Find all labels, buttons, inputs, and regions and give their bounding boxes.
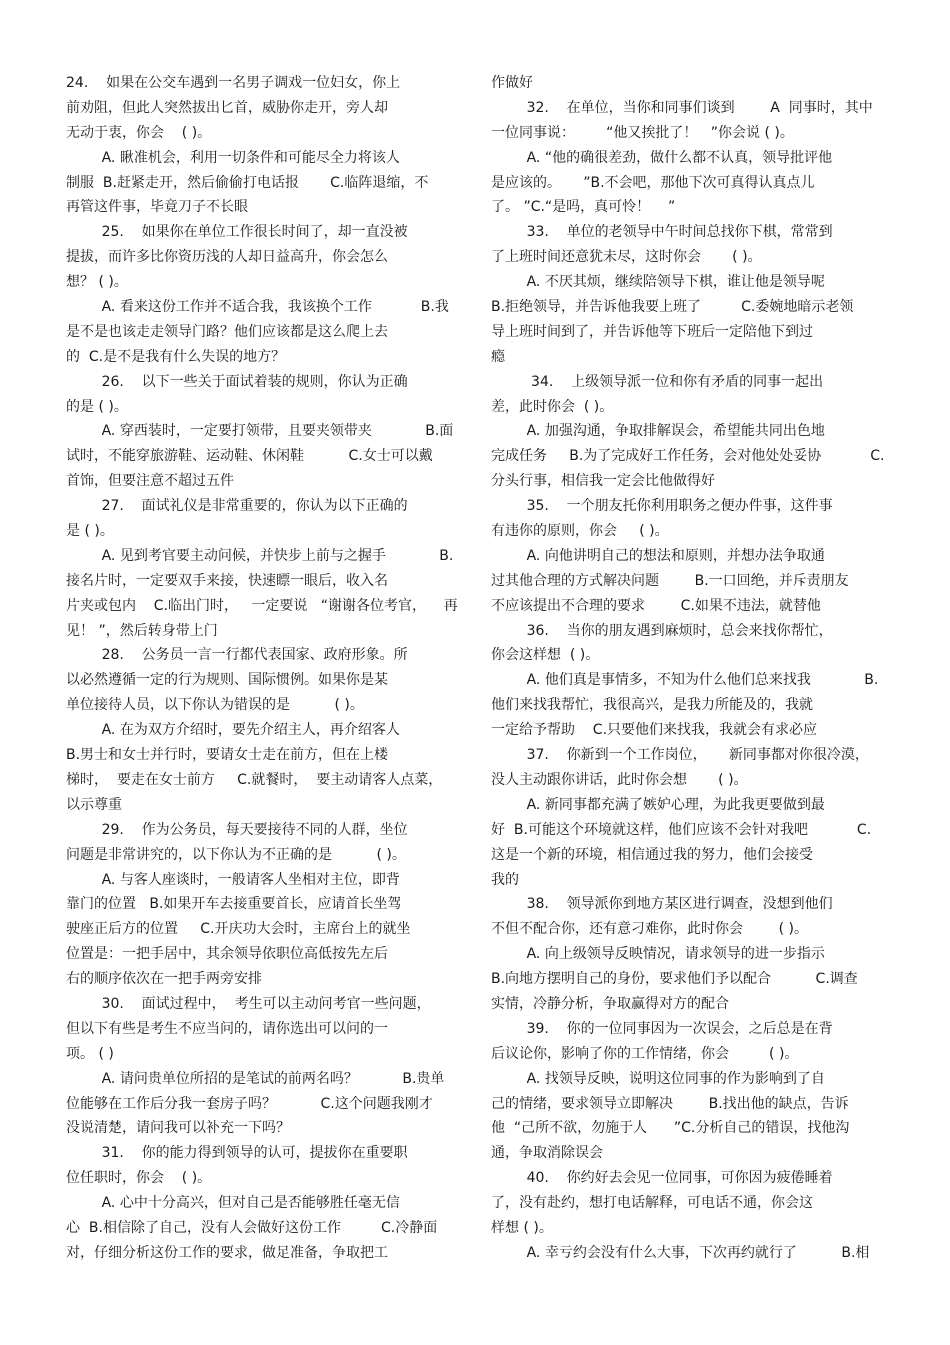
right-column-line: 了。 ”C.“是吗，真可怜！ ” <box>491 199 676 216</box>
left-column-line: 提拔，而许多比你资历浅的人却日益高升，你会怎么 <box>66 249 388 266</box>
right-column-line: 一位同事说： “他又挨批了！ ”你会说 ( )。 <box>491 124 794 141</box>
right-column-line: 36. 当你的朋友遇到麻烦时，总会来找你帮忙， <box>491 622 833 639</box>
right-column-line: 好 B.可能这个环境就这样，他们应该不会针对我吧 C. <box>491 821 872 838</box>
right-column-line: 过其他合理的方式解决问题 B.一口回绝，并斥责朋友 <box>491 572 849 589</box>
left-column-line: 接名片时，一定要双手来接，快速瞟一眼后，收入名 <box>66 572 388 589</box>
left-column-line: 片夹或包内 C.临出门时， 一定要说 “谢谢各位考官， 再 <box>66 597 458 614</box>
right-column-line: 样想 ( )。 <box>491 1219 553 1236</box>
left-column-line: 但以下有些是考生不应当问的，请你选出可以问的一 <box>66 1020 388 1037</box>
right-column-line: A. 幸亏约会没有什么大事，下次再约就行了 B.相 <box>491 1244 870 1261</box>
left-column-line: 没说清楚，请问我可以补充一下吗？ <box>66 1120 290 1137</box>
left-column-line: 26. 以下一些关于面试着装的规则，你认为正确 <box>66 373 408 390</box>
right-column-line: 了上班时间还意犹未尽，这时你会 ( )。 <box>491 249 762 266</box>
left-column-line: 位能够在工作后分我一套房子吗？ C.这个问题我刚才 <box>66 1095 433 1112</box>
right-column-line: 不应该提出不合理的要求 C.如果不违法，就替他 <box>491 597 821 614</box>
right-column-line: A. 找领导反映，说明这位同事的作为影响到了自 <box>491 1070 825 1087</box>
left-column-line: 梯时， 要走在女士前方 C.就餐时， 要主动请客人点菜， <box>66 771 443 788</box>
right-column-line: 完成任务 B.为了完成好工作任务，会对他处处妥协 C. <box>491 448 885 465</box>
right-column-line: 差，此时你会 ( )。 <box>491 398 614 415</box>
left-column-line: A. 见到考官要主动问候，并快步上前与之握手 B. <box>66 547 454 564</box>
left-column-line: 位任职时，你会 ( )。 <box>66 1170 212 1187</box>
left-column-line: 24. 如果在公交车遇到一名男子调戏一位妇女，你上 <box>66 75 401 91</box>
left-column-line: A. 瞅准机会，利用一切条件和可能尽全力将该人 <box>66 149 400 166</box>
right-column-line: 不但不配合你，还有意刁难你，此时你会 ( )。 <box>491 921 808 938</box>
right-column-line: 他 “己所不欲，勿施于人 ”C.分析自己的错误，找他沟 <box>491 1120 850 1137</box>
left-column-line: 以示尊重 <box>66 796 122 813</box>
left-column-line: 的是 ( )。 <box>66 398 128 415</box>
left-column-line: 28. 公务员一言一行都代表国家、政府形象。所 <box>66 647 408 664</box>
left-column-line: 想？ ( )。 <box>66 274 128 291</box>
left-column-line: 以必然遵循一定的行为规则、国际惯例。如果你是某 <box>66 672 388 689</box>
left-column-line: 单位接待人员，以下你认为错误的是 ( )。 <box>66 697 364 714</box>
left-column-line: A. 在为双方介绍时，要先介绍主人，再介绍客人 <box>66 722 400 739</box>
right-column-line: 是应该的。 ”B.不会吧，那他下次可真得认真点儿 <box>491 174 815 191</box>
left-column-line: 见！ ”，然后转身带上门 <box>66 622 218 639</box>
right-column-line: 32. 在单位，当你和同事们谈到 A 同事时，其中 <box>491 99 873 116</box>
left-column-line: A. 与客人座谈时，一般请客人坐相对主位，即背 <box>66 871 400 888</box>
right-column-line: 通，争取消除误会 <box>491 1145 603 1162</box>
left-column-line: A. 心中十分高兴，但对自己是否能够胜任毫无信 <box>66 1195 400 1212</box>
right-column-line: 有违你的原则，你会 ( )。 <box>491 523 669 540</box>
left-column-line: B.男士和女士并行时，要请女士走在前方，但在上楼 <box>66 747 389 764</box>
left-column-line: 的 C.是不是我有什么失误的地方？ <box>66 348 286 365</box>
left-column-line: A. 穿西装时，一定要打领带，且要夹领带夹 B.面 <box>66 423 454 440</box>
left-text-column <box>66 71 464 1266</box>
left-column-line: 试时，不能穿旅游鞋、运动鞋、休闲鞋 C.女士可以戴 <box>66 448 433 465</box>
left-column-line: 首饰，但要注意不超过五件 <box>66 473 234 490</box>
left-column-line: A. 请问贵单位所招的是笔试的前两名吗？ B.贵单 <box>66 1070 445 1087</box>
right-column-line: 38. 领导派你到地方某区进行调查，没想到他们 <box>491 896 833 913</box>
right-column-line: 没人主动跟你讲话，此时你会想 ( )。 <box>491 771 748 788</box>
left-column-line: 31. 你的能力得到领导的认可，提拔你在重要职 <box>66 1145 408 1162</box>
right-column-line: 一定给予帮助 C.只要他们来找我，我就会有求必应 <box>491 722 818 739</box>
right-column-line: B.向地方摆明自己的身份，要求他们予以配合 C.调查 <box>491 971 858 988</box>
left-column-line: 前劝阻，但此人突然拔出匕首，威胁你走开，旁人却 <box>66 99 388 116</box>
right-column-line: 导上班时间到了，并告诉他等下班后一定陪他下到过 <box>491 323 813 340</box>
left-column-line: 制服 B.赶紧走开，然后偷偷打电话报 C.临阵退缩，不 <box>66 174 429 191</box>
left-column-line: 驶座正后方的位置 C.开庆功大会时，主席台上的就坐 <box>66 921 411 938</box>
right-column-line: 39. 你的一位同事因为一次误会，之后总是在背 <box>491 1020 833 1037</box>
left-column-line: 是 ( )。 <box>66 523 114 540</box>
left-column-line: 30. 面试过程中， 考生可以主动问考官一些问题， <box>66 995 431 1012</box>
right-column-line: 33. 单位的老领导中午时间总找你下棋，常常到 <box>491 224 833 241</box>
left-column-line: 对，仔细分析这份工作的要求，做足准备，争取把工 <box>66 1244 388 1261</box>
right-column-line: 37. 你新到一个工作岗位， 新同事都对你很冷漠， <box>491 747 869 764</box>
right-column-line: 己的情绪，要求领导立即解决 B.找出他的缺点，告诉 <box>491 1095 849 1112</box>
right-column-line: A. 向上级领导反映情况，请求领导的进一步指示 <box>491 946 825 963</box>
right-column-line: 40. 你约好去会见一位同事，可你因为疲倦睡着 <box>491 1170 833 1187</box>
left-column-line: 靠门的位置 B.如果开车去接重要首长，应请首长坐驾 <box>66 896 402 913</box>
right-column-line: 实情，冷静分析，争取赢得对方的配合 <box>491 995 729 1012</box>
right-column-line: B.拒绝领导，并告诉他我要上班了 C.委婉地暗示老领 <box>491 299 854 316</box>
right-column-line: 我的 <box>491 871 519 888</box>
left-column-line: 项。 ( ) <box>66 1045 114 1062</box>
left-column-line: A. 看来这份工作并不适合我，我该换个工作 B.我 <box>66 299 449 316</box>
right-column-line: A. “他的确很差劲，做什么都不认真，领导批评他 <box>491 149 833 166</box>
right-column-line: A. 新同事都充满了嫉妒心理，为此我更要做到最 <box>491 796 825 813</box>
right-text-column <box>491 71 883 1266</box>
right-column-line: 了，没有赴约，想打电话解释，可电话不通，你会这 <box>491 1195 813 1212</box>
left-column-line: 29. 作为公务员，每天要接待不同的人群，坐位 <box>66 821 408 838</box>
right-column-line: 35. 一个朋友托你利用职务之便办件事，这件事 <box>491 498 833 515</box>
right-column-line: A. 向他讲明自己的想法和原则，并想办法争取通 <box>491 547 825 564</box>
right-column-line: 分头行事，相信我一定会比他做得好 <box>491 473 715 490</box>
right-column-line: 这是一个新的环境，相信通过我的努力，他们会接受 <box>491 846 813 863</box>
right-column-line: 他们来找我帮忙，我很高兴，是我力所能及的，我就 <box>491 697 813 714</box>
right-column-line: A. 加强沟通，争取排解误会，希望能共同出色地 <box>491 423 825 440</box>
right-column-line: 34. 上级领导派一位和你有矛盾的同事一起出 <box>491 373 824 390</box>
right-column-line: 作做好 <box>491 75 533 91</box>
left-column-line: 心 B.相信除了自己，没有人会做好这份工作 C.冷静面 <box>66 1219 438 1236</box>
right-column-line: A. 不厌其烦，继续陪领导下棋，谁让他是领导呢 <box>491 274 825 291</box>
left-column-line: 是不是也该走走领导门路？他们应该都是这么爬上去 <box>66 323 388 340</box>
left-column-line: 25. 如果你在单位工作很长时间了，却一直没被 <box>66 224 408 241</box>
right-column-line: 瘾 <box>491 348 505 365</box>
left-column-line: 问题是非常讲究的，以下你认为不正确的是 ( )。 <box>66 846 406 863</box>
right-column-line: A. 他们真是事情多，不知为什么他们总来找我 B. <box>491 672 879 689</box>
right-column-line: 你会这样想 ( )。 <box>491 647 600 664</box>
left-column-line: 位置是：一把手居中，其余领导依职位高低按先左后 <box>66 946 388 963</box>
left-column-line: 再管这件事，毕竟刀子不长眼 <box>66 199 248 216</box>
left-column-line: 无动于衷，你会 ( )。 <box>66 124 212 141</box>
right-column-line: 后议论你，影响了你的工作情绪，你会 ( )。 <box>491 1045 799 1062</box>
left-column-line: 27. 面试礼仪是非常重要的，你认为以下正确的 <box>66 498 408 515</box>
left-column-line: 右的顺序依次在一把手两旁安排 <box>66 971 262 988</box>
